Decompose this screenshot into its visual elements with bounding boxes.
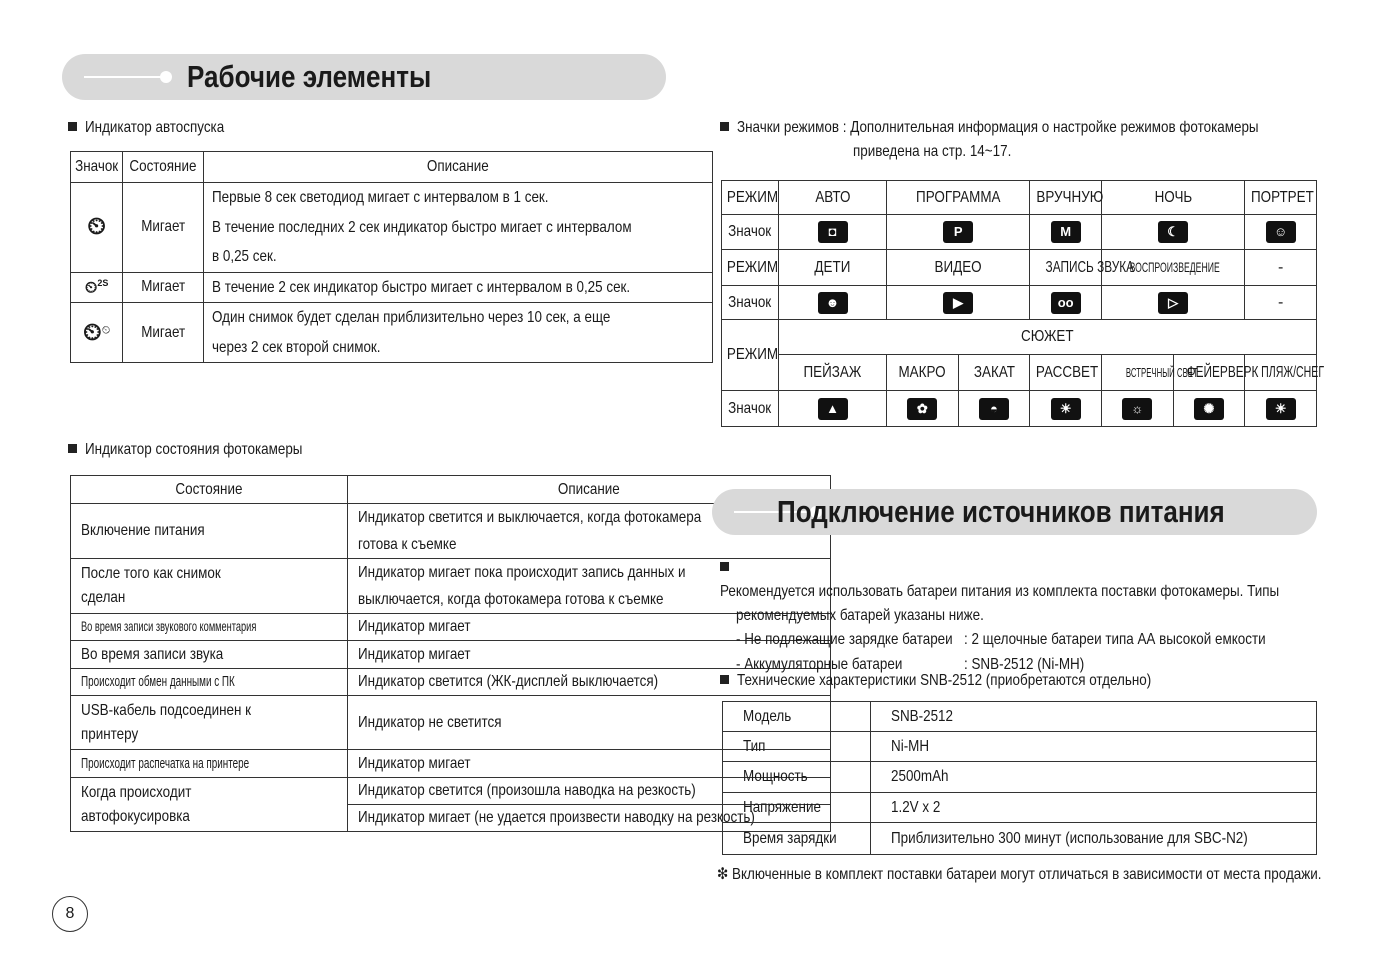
description-cell: Один снимок будет сделан приблизительно через 10 сек, а еще через 2 сек второй снимок. — [204, 303, 713, 363]
table-row — [723, 762, 1317, 793]
scene-name: ФЕЙЕРВЕРК — [1173, 355, 1245, 391]
table-row — [71, 641, 831, 669]
spec-key: Тип — [723, 732, 871, 762]
section-title: Рабочие элементы — [187, 59, 432, 94]
camera-auto-icon: ◘ — [779, 215, 887, 250]
landscape-icon: ▲ — [779, 391, 887, 427]
state-cell: После того как снимок сделан — [71, 559, 348, 614]
camera-program-icon: P — [887, 215, 1030, 250]
section-header-operating-elements — [62, 54, 666, 100]
night-mode-icon: ☾ — [1101, 215, 1244, 250]
battery-spec-table — [722, 701, 1317, 855]
sunset-icon: ◓ — [958, 391, 1030, 427]
section-title: Подключение источников питания — [777, 494, 1225, 529]
col-header-state: Состояние — [71, 476, 348, 504]
mode-name: АВТО — [779, 181, 887, 215]
col-header-state: Состояние — [123, 152, 204, 183]
mode-name: ПОРТРЕТ — [1245, 181, 1317, 215]
camera-status-table — [70, 475, 831, 832]
bullet-square — [720, 122, 729, 131]
spec-key: Время зарядки — [723, 823, 871, 855]
mode-name: ВРУЧНУЮ — [1030, 181, 1102, 215]
description-cell: Индикатор светится (ЖК-дисплей выключается) — [347, 669, 830, 696]
voice-record-icon: oo — [1030, 286, 1102, 320]
state-cell: Мигает — [123, 183, 204, 273]
state-cell: Мигает — [123, 303, 204, 363]
self-timer-heading: Индикатор автоспуска — [68, 117, 251, 139]
fireworks-icon: ✺ — [1173, 391, 1245, 427]
description-cell: Индикатор светится и выключается, когда фотокамера готова к съемке — [347, 504, 830, 559]
description-cell: Первые 8 сек светодиод мигает с интервалом в 1 сек. В течение последних 2 сек индикатор быстро мигает с интервалом в 0,25 сек. — [204, 183, 713, 273]
table-row — [723, 823, 1317, 855]
power-recommendation: Рекомендуется использовать батареи питания из комплекта поставки фотокамеры. Типы рекомендуемых батарей указаны ниже. - Не подлежащие зарядке батареи : 2 щелочные батареи типа АА высокой емкости - Аккумуляторные батареи : SNB-2512 (Ni-MH) — [720, 556, 1381, 678]
spec-value: Ni-MH — [871, 732, 1317, 762]
mode-name: ВОСПРОИЗВЕДЕНИЕ — [1101, 250, 1244, 286]
spec-value: 1.2V x 2 — [871, 793, 1317, 823]
footnote: ❇ Включенные в комплект поставки батареи могут отличаться в зависимости от места продажи. — [717, 866, 1322, 883]
table-row — [71, 272, 713, 303]
state-cell: Происходит распечатка на принтере — [71, 750, 348, 778]
self-timer-10s-icon: ⏲ — [71, 183, 123, 273]
bullet-square — [720, 675, 729, 684]
spec-value: Приблизительно 300 минут (использование для SBC-N2) — [871, 823, 1317, 855]
spec-key: Напряжение — [723, 793, 871, 823]
table-row — [723, 732, 1317, 762]
label-mode: РЕЖИМ — [722, 320, 779, 391]
bullet-square — [68, 122, 77, 131]
bullet-square — [720, 562, 729, 571]
description-cell: Индикатор не светится — [347, 696, 830, 750]
self-timer-2s-icon: ⏲$^{2S}$ — [71, 272, 123, 303]
state-cell: Происходит обмен данными с ПК — [71, 669, 348, 696]
table-row — [71, 183, 713, 273]
description-cell: Индикатор светится (произошла наводка на резкость) — [347, 778, 830, 805]
mode-icons-table — [721, 180, 1325, 427]
scene-name: МАКРО — [887, 355, 959, 391]
self-timer-double-icon: ⏲⏲ — [71, 303, 123, 363]
table-row — [723, 702, 1317, 732]
spec-key: Модель — [723, 702, 871, 732]
table-row — [71, 778, 831, 805]
macro-icon: ✿ — [887, 391, 959, 427]
mode-name: ЗАПИСЬ ЗВУКА — [1030, 250, 1102, 286]
battery-type-row: - Аккумуляторные батареи : SNB-2512 (Ni-MH) — [736, 656, 1085, 673]
mode-name: ДЕТИ — [779, 250, 887, 286]
self-timer-table — [70, 151, 713, 363]
state-cell: Мигает — [123, 272, 204, 303]
mode-name: - — [1245, 250, 1317, 286]
description-cell: Индикатор мигает — [347, 750, 830, 778]
col-header-icon: Значок — [71, 152, 123, 183]
scene-label: СЮЖЕТ — [779, 320, 1317, 355]
state-cell: USB-кабель подсоединен к принтеру — [71, 696, 348, 750]
spec-value: SNB-2512 — [871, 702, 1317, 732]
col-header-description: Описание — [347, 476, 830, 504]
beach-snow-icon: ☀ — [1245, 391, 1317, 427]
description-cell: В течение 2 сек индикатор быстро мигает с интервалом в 0,25 сек. — [204, 272, 713, 303]
label-icon: Значок — [722, 286, 779, 320]
label-mode: РЕЖИМ — [722, 250, 779, 286]
spec-heading: Технические характеристики SNB-2512 (приобретаются отдельно) — [720, 670, 1230, 692]
description-cell: Индикатор мигает — [347, 641, 830, 669]
spec-value: 2500mAh — [871, 762, 1317, 793]
table-row — [71, 559, 831, 614]
table-row — [71, 303, 713, 363]
scene-name: ЗАКАТ — [958, 355, 1030, 391]
empty-icon-cell: - — [1245, 286, 1317, 320]
scene-name: РАССВЕТ — [1030, 355, 1102, 391]
description-cell: Индикатор мигает — [347, 614, 830, 641]
bullet-square — [68, 444, 77, 453]
table-row — [723, 793, 1317, 823]
state-cell: Включение питания — [71, 504, 348, 559]
scene-name: ПЕЙЗАЖ — [779, 355, 887, 391]
camera-status-heading: Индикатор состояния фотокамеры — [68, 439, 344, 461]
description-cell: Индикатор мигает пока происходит запись данных и выключается, когда фотокамера готова к съемке — [347, 559, 830, 614]
scene-name: ПЛЯЖ/СНЕГ — [1245, 355, 1317, 391]
spec-key: Мощность — [723, 762, 871, 793]
battery-type-row: - Не подлежащие зарядке батареи : 2 щелочные батареи типа АА высокой емкости — [736, 631, 1266, 648]
mode-name: ВИДЕО — [887, 250, 1030, 286]
state-cell: Во время записи звука — [71, 641, 348, 669]
table-row — [71, 669, 831, 696]
label-mode: РЕЖИМ — [722, 181, 779, 215]
table-row — [71, 750, 831, 778]
manual-mode-icon: M — [1030, 215, 1102, 250]
header-decor-dot — [160, 71, 172, 83]
dawn-icon: ☀ — [1030, 391, 1102, 427]
backlight-icon: ☼ — [1101, 391, 1173, 427]
movie-mode-icon: ▶ — [887, 286, 1030, 320]
label-icon: Значок — [722, 215, 779, 250]
table-row — [71, 614, 831, 641]
description-cell: Индикатор мигает (не удается произвести наводку на резкость) — [347, 805, 830, 832]
portrait-mode-icon: ☺ — [1245, 215, 1317, 250]
section-header-power-connection — [712, 489, 1317, 535]
col-header-description: Описание — [204, 152, 713, 183]
label-icon: Значок — [722, 391, 779, 427]
table-row — [71, 696, 831, 750]
mode-name: НОЧЬ — [1101, 181, 1244, 215]
state-cell: Во время записи звукового комментария — [71, 614, 348, 641]
state-cell: Когда происходит автофокусировка — [71, 778, 348, 832]
header-decor-line — [84, 76, 164, 78]
mode-name: ПРОГРАММА — [887, 181, 1030, 215]
scene-name: ВСТРЕЧНЫЙ СВЕТ — [1101, 355, 1173, 391]
kids-mode-icon: ☻ — [779, 286, 887, 320]
mode-icons-note: Значки режимов : Дополнительная информация о настройке режимов фотокамеры приведена на стр. 14~17. — [720, 117, 1358, 163]
playback-icon: ▷ — [1101, 286, 1244, 320]
page-number: 8 — [52, 896, 88, 932]
